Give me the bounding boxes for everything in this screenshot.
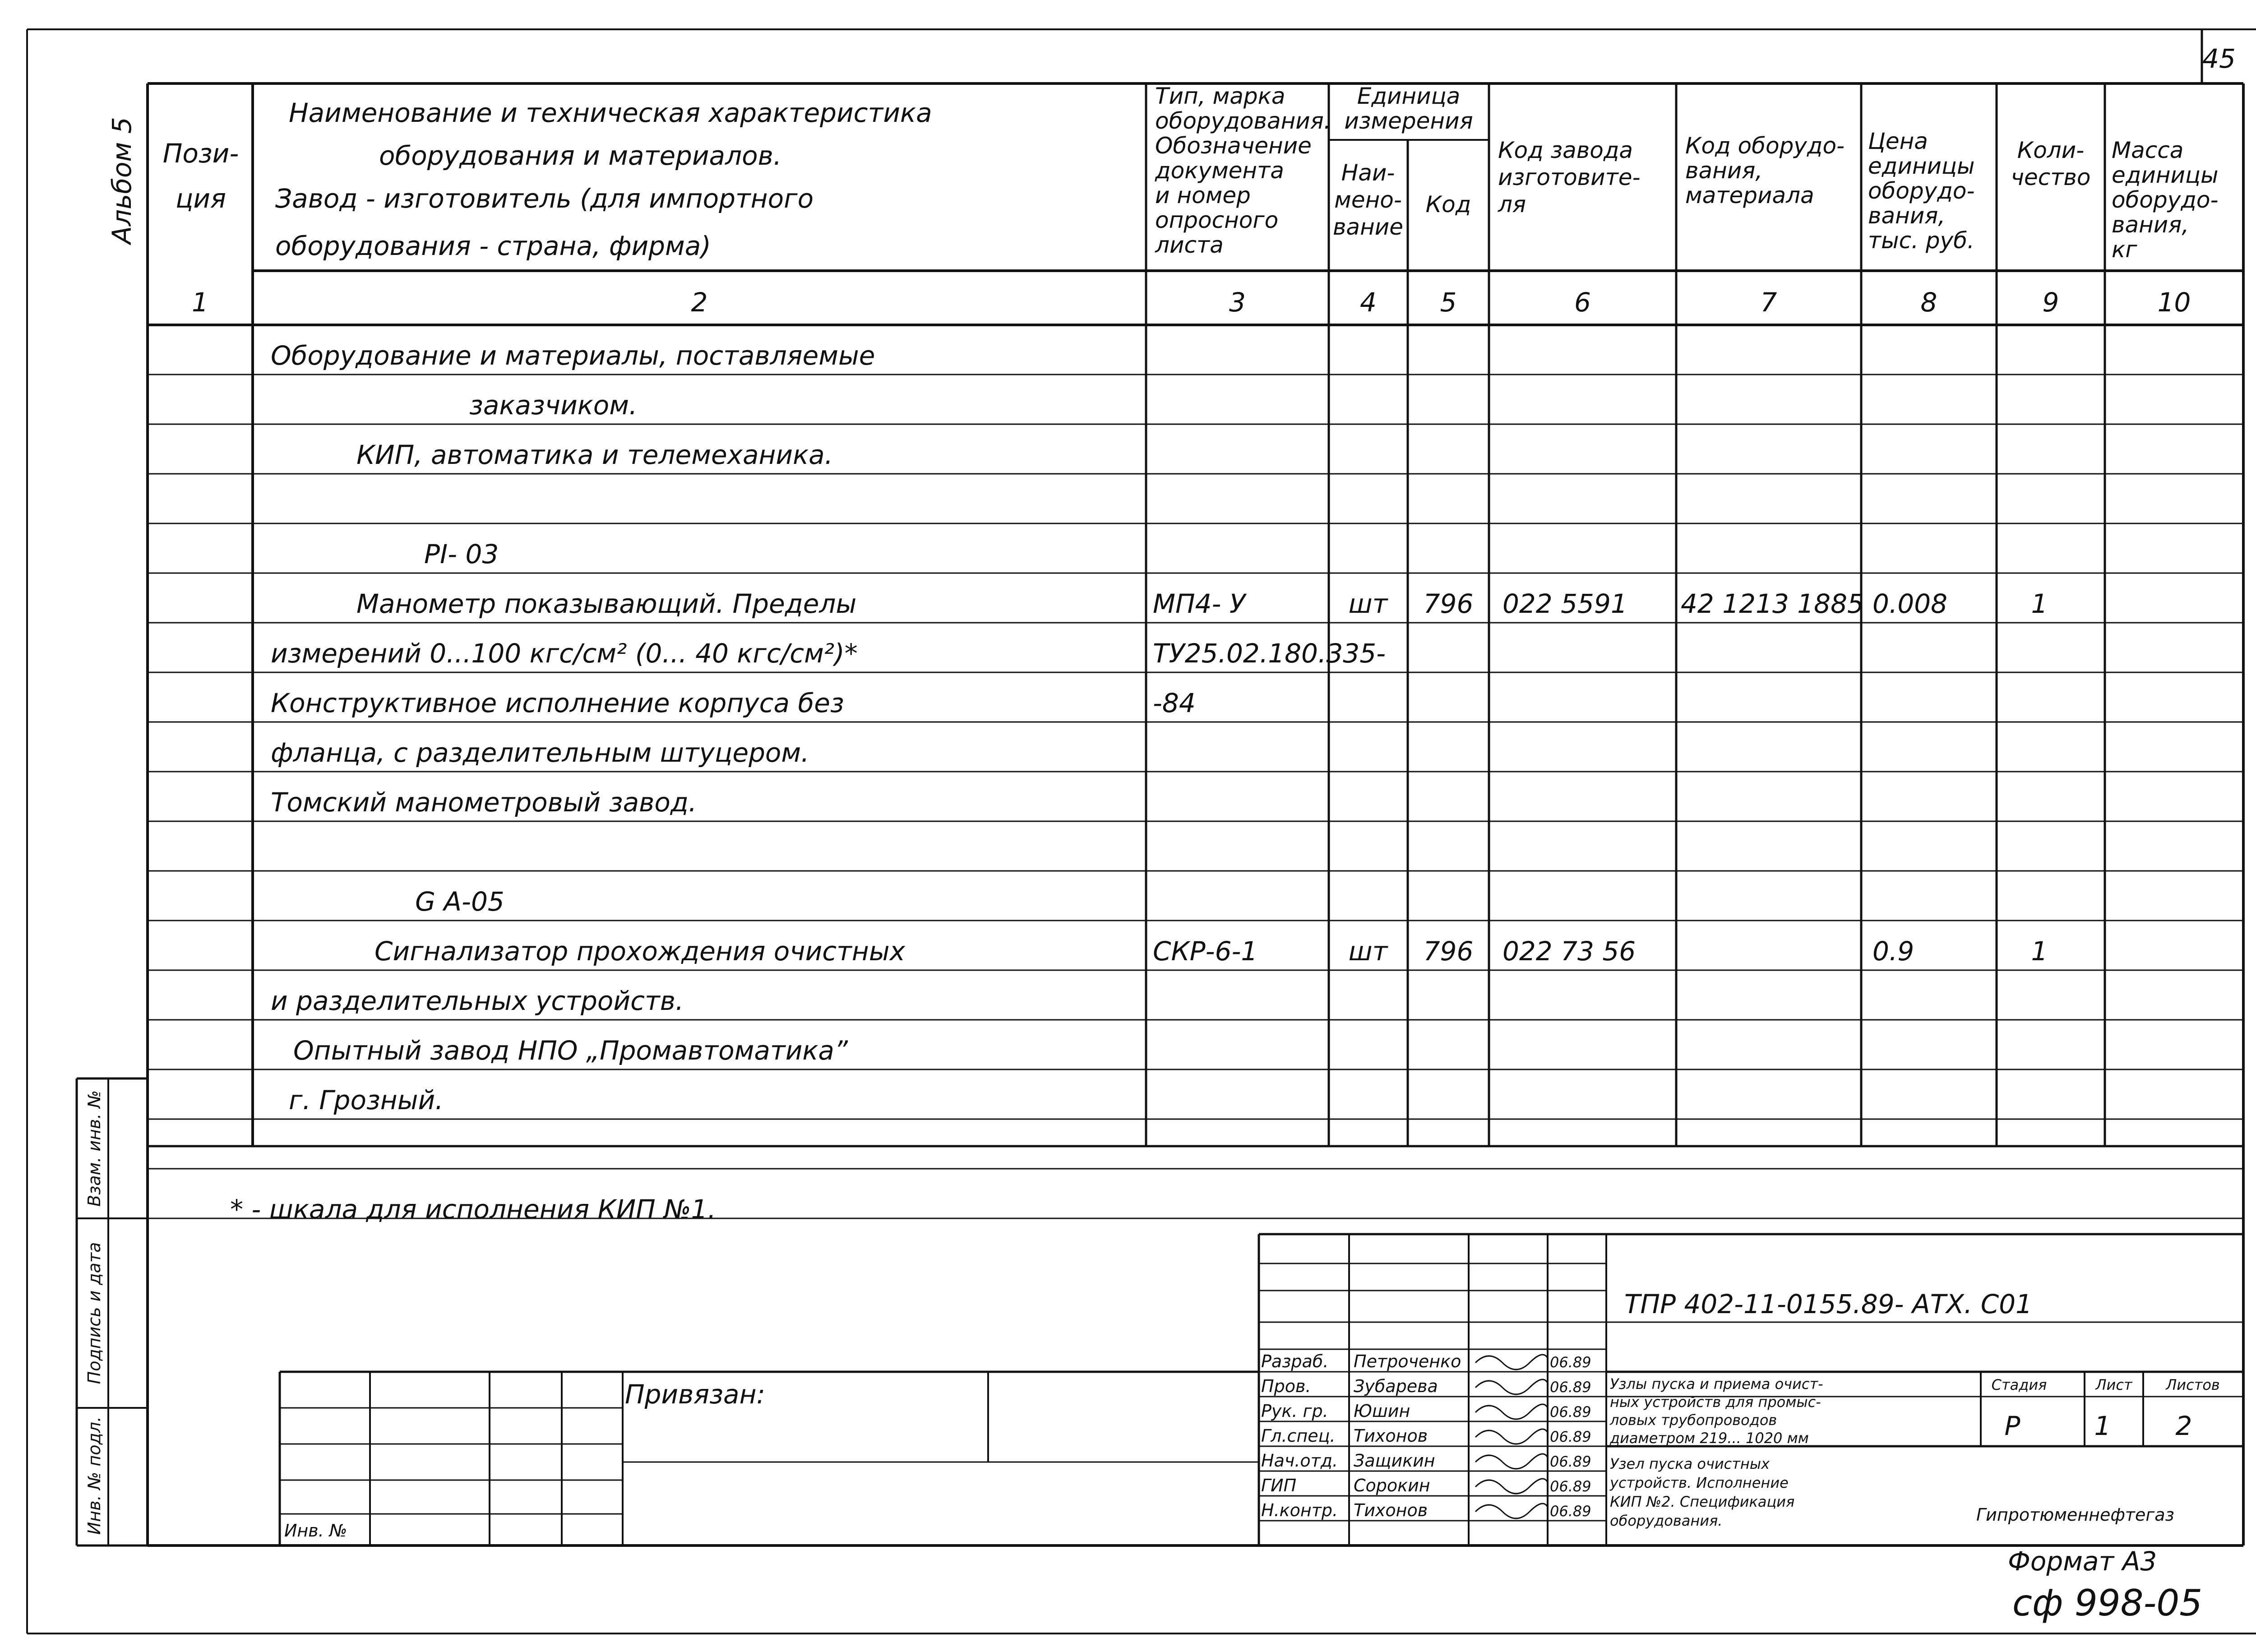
row-name: PI- 03: [424, 539, 499, 569]
stamp-role: Н.контр.: [1261, 1500, 1338, 1520]
header-text: Масса: [2112, 137, 2184, 163]
stamp-date: 06.89: [1550, 1354, 1591, 1371]
header-unit-code: [1426, 191, 1471, 217]
header-text: листа: [1155, 232, 1224, 258]
column-number: 5: [1440, 287, 1457, 318]
header-text: Наи-: [1341, 160, 1395, 186]
column-number: 2: [691, 287, 708, 318]
stamp-role: Гл.спец.: [1261, 1426, 1336, 1446]
stamp-person: Зубарева: [1354, 1376, 1438, 1396]
header-text: Наименование и техническая характеристика: [289, 97, 932, 128]
row-factory-code: 022 73 56: [1502, 936, 1636, 967]
header-position: [163, 138, 239, 214]
column-number: 9: [2042, 287, 2059, 318]
header-text: вания,: [2112, 212, 2189, 238]
stamp-sheets: 2: [2175, 1411, 2192, 1441]
row-equipment-code: 42 1213 1885: [1681, 588, 1864, 619]
row-name: КИП, автоматика и телемеханика.: [356, 440, 833, 470]
header-quantity: [2011, 137, 2091, 190]
row-name: G A-05: [415, 886, 504, 917]
row-name: Конструктивное исполнение корпуса без: [271, 688, 844, 718]
specification-rows: [271, 340, 2048, 1115]
stamp-role: Разраб.: [1261, 1351, 1329, 1371]
privyazan-label: Привязан:: [625, 1379, 766, 1410]
header-unit-group: [1344, 83, 1473, 134]
header-text: ля: [1498, 191, 1526, 217]
header-text: единицы: [2112, 162, 2219, 188]
stamp-person: Тихонов: [1354, 1426, 1428, 1446]
header-unit-name: [1333, 160, 1403, 240]
stamp-role: Рук. гр.: [1261, 1401, 1328, 1421]
header-name: [275, 97, 932, 261]
row-factory-code: 022 5591: [1502, 588, 1627, 619]
header-text: Код завода: [1498, 137, 1633, 163]
stamp-role: Нач.отд.: [1261, 1451, 1338, 1471]
header-text: ция: [175, 183, 227, 214]
title-block: [280, 1234, 2243, 1546]
header-text: измерения: [1344, 108, 1473, 134]
header-text: Тип, марка: [1155, 83, 1285, 109]
stamp-stage: Р: [2004, 1411, 2020, 1441]
column-number: 8: [1920, 287, 1937, 318]
stamp-title-line: диаметром 219... 1020 мм: [1610, 1430, 1809, 1447]
stamp-person: Тихонов: [1354, 1500, 1428, 1520]
stamp-date: 06.89: [1550, 1453, 1591, 1470]
column-number: 3: [1229, 287, 1246, 318]
header-text: оборудования - страна, фирма): [275, 231, 711, 261]
footnote: * - шкала для исполнения КИП №1.: [230, 1194, 716, 1225]
stamp-subtitle-line: оборудования.: [1610, 1512, 1723, 1529]
stamp-subtitle-line: Узел пуска очистных: [1610, 1455, 1770, 1472]
inv-no-label: Инв. №: [284, 1521, 347, 1541]
header-text: Единица: [1357, 83, 1461, 109]
album-label: Альбом 5: [106, 117, 137, 244]
frame-lines: [27, 29, 2256, 1633]
header-text: кг: [2112, 236, 2137, 263]
row-unit-code: 796: [1423, 936, 1474, 967]
signature-scribble: [1475, 1355, 1548, 1370]
header-price: [1868, 128, 1975, 254]
row-unit: шт: [1348, 588, 1388, 619]
row-name: Манометр показывающий. Пределы: [356, 588, 857, 619]
column-number: 7: [1760, 287, 1777, 318]
row-name: заказчиком.: [469, 390, 638, 421]
header-text: документа: [1155, 157, 1284, 184]
header-text: Обозначение: [1155, 133, 1312, 159]
stamp-person: Защикин: [1354, 1451, 1435, 1471]
stamp-date: 06.89: [1550, 1478, 1591, 1495]
header-mass: [2112, 137, 2219, 263]
row-type: МП4- У: [1153, 588, 1246, 619]
column-number: 10: [2157, 287, 2191, 318]
stamp-role: ГИП: [1261, 1476, 1297, 1495]
row-name: г. Грозный.: [289, 1085, 444, 1115]
stamp-designation: ТПР 402-11-0155.89- АТХ. С01: [1624, 1289, 2033, 1319]
header-text: материала: [1685, 182, 1814, 208]
side-labels: [77, 1078, 148, 1546]
header-text: чество: [2011, 164, 2091, 190]
stamp-title-line: Узлы пуска и приема очист-: [1610, 1375, 1823, 1393]
doc-code: сф 998-05: [2012, 1582, 2203, 1624]
sheet-number: 45: [2202, 43, 2236, 74]
stamp-date: 06.89: [1550, 1428, 1591, 1445]
header-text: единицы: [1868, 153, 1975, 179]
row-type: СКР-6-1: [1153, 936, 1258, 967]
header-equipment-code: [1685, 133, 1845, 208]
header-text: мено-: [1334, 187, 1402, 213]
header-text: Коли-: [2017, 137, 2085, 163]
signature-scribble: [1475, 1429, 1548, 1444]
row-price: 0.9: [1872, 936, 1914, 967]
column-numbers-row: [192, 287, 2191, 318]
header-text: тыс. руб.: [1868, 227, 1974, 254]
header-text: Код оборудо-: [1685, 133, 1845, 159]
header-text: вание: [1332, 214, 1404, 240]
row-unit-code: 796: [1423, 588, 1474, 619]
row-type: ТУ25.02.180.335-: [1153, 638, 1386, 669]
row-name: Сигнализатор прохождения очистных: [374, 936, 905, 967]
stamp-organization: Гипротюменнефтегаз: [1976, 1505, 2174, 1525]
side-label: Подпись и дата: [84, 1242, 104, 1384]
header-text: оборудования и материалов.: [379, 140, 782, 171]
header-text: изготовите-: [1498, 164, 1641, 190]
stamp-sheet: 1: [2094, 1411, 2111, 1441]
row-quantity: 1: [2031, 588, 2048, 619]
signature-scribble: [1475, 1454, 1548, 1469]
header-type: [1155, 83, 1331, 258]
header-text: оборудования.: [1155, 108, 1331, 134]
signature-scribble: [1475, 1404, 1548, 1419]
row-name: и разделительных устройств.: [271, 986, 684, 1016]
row-price: 0.008: [1872, 588, 1948, 619]
stamp-role: Пров.: [1261, 1376, 1311, 1396]
stamp-title-line: ных устройств для промыс-: [1610, 1393, 1821, 1411]
side-label: Взам. инв. №: [84, 1090, 104, 1207]
row-name: Опытный завод НПО „Промавтоматика”: [293, 1035, 848, 1066]
stamp-date: 06.89: [1550, 1403, 1591, 1421]
header-text: вания,: [1685, 157, 1763, 184]
row-name: измерений 0...100 кгс/см² (0... 40 кгс/см²)*: [271, 638, 858, 669]
header-text: оборудо-: [1868, 178, 1975, 204]
signature-scribble: [1475, 1379, 1548, 1394]
stamp-subtitle-line: устройств. Исполнение: [1610, 1474, 1789, 1491]
header-factory-code: [1498, 137, 1641, 217]
row-type: -84: [1153, 688, 1196, 718]
row-name: фланца, с разделительным штуцером.: [271, 737, 809, 768]
header-text: и номер: [1155, 182, 1251, 208]
stamp-date: 06.89: [1550, 1503, 1591, 1520]
column-number: 6: [1574, 287, 1591, 318]
stamp-sheets-label: Листов: [2166, 1376, 2220, 1393]
row-name: Оборудование и материалы, поставляемые: [271, 340, 875, 371]
signature-scribble: [1475, 1504, 1548, 1518]
header-text: Пози-: [162, 138, 239, 169]
header-text: Цена: [1868, 128, 1928, 154]
header-text: Завод - изготовитель (для импортного: [275, 183, 814, 214]
stamp-person: Петроченко: [1354, 1351, 1461, 1371]
stamp-person: Сорокин: [1354, 1476, 1430, 1495]
format-label: Формат А3: [2008, 1546, 2157, 1577]
column-number: 4: [1360, 287, 1377, 318]
header-text: Код: [1425, 191, 1471, 217]
stamp-title-line: ловых трубопроводов: [1610, 1411, 1777, 1429]
row-name: Томский манометровый завод.: [271, 787, 697, 818]
stamp-stage-label: Стадия: [1991, 1376, 2047, 1393]
side-label: Инв. № подл.: [84, 1416, 104, 1535]
header-text: оборудо-: [2112, 187, 2219, 213]
stamp-person: Юшин: [1354, 1401, 1410, 1421]
column-number: 1: [192, 287, 208, 318]
row-unit: шт: [1348, 936, 1388, 967]
stamp-sheet-label: Лист: [2095, 1376, 2132, 1393]
header-text: опросного: [1155, 207, 1279, 233]
stamp-subtitle-line: КИП №2. Спецификация: [1610, 1493, 1795, 1510]
stamp-date: 06.89: [1550, 1379, 1591, 1396]
header-text: вания,: [1868, 203, 1946, 229]
signature-scribble: [1475, 1479, 1548, 1494]
row-quantity: 1: [2031, 936, 2048, 967]
